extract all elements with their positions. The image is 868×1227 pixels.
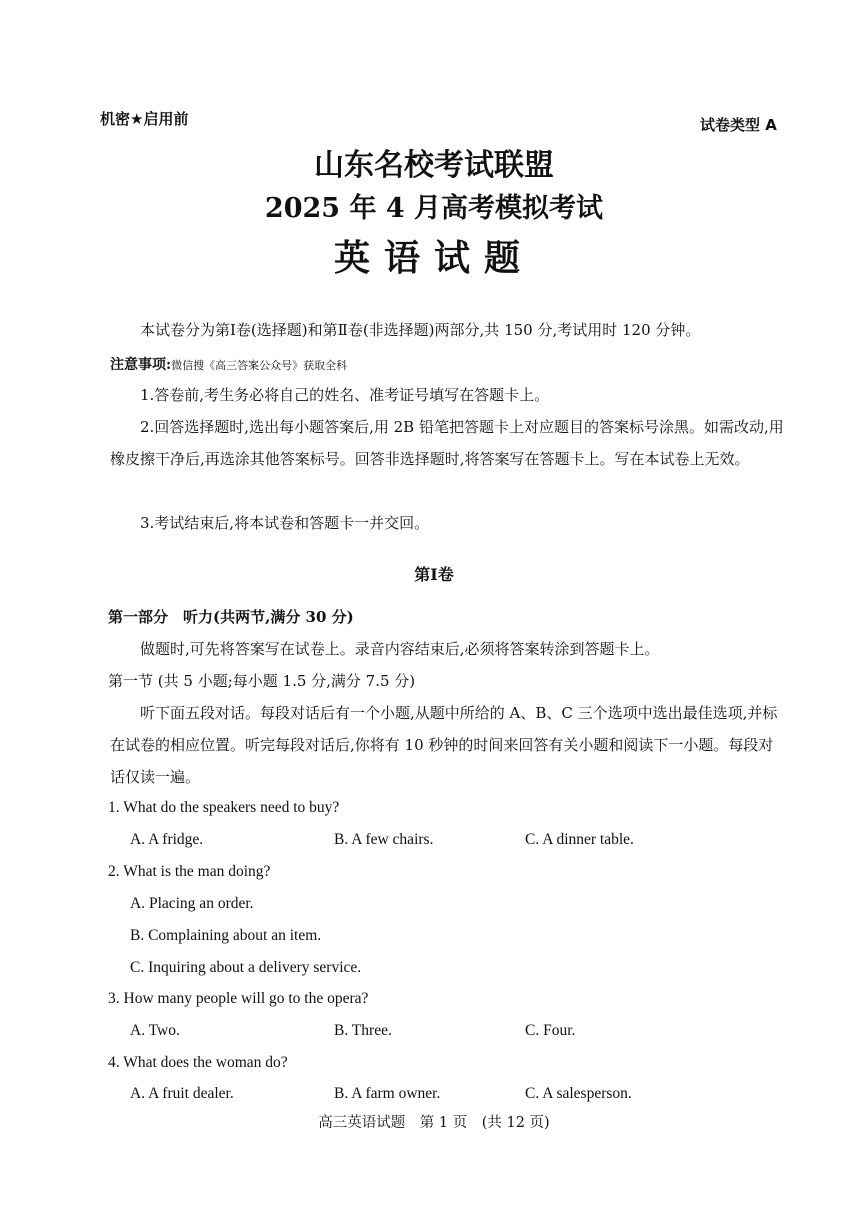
intro-text: 本试卷分为第Ⅰ卷(选择题)和第Ⅱ卷(非选择题)两部分,共 150 分,考试用时 120 分钟。	[140, 321, 701, 339]
notes-heading	[110, 354, 347, 374]
section1-instruction: 听下面五段对话。每段对话后有一个小题,从题中所给的 A、B、C 三个选项中选出最佳选项,并标在试卷的相应位置。听完每段对话后,你将有 10 秒钟的时间来回答有关小题和阅读下一小题。每段对话仅读一遍。	[110, 704, 778, 786]
question-2-option-c: C. Inquiring about a delivery service.	[130, 959, 362, 976]
question-2-stem: 2. What is the man doing?	[108, 863, 271, 880]
question-2-option-a: A. Placing an order.	[130, 895, 254, 912]
question-2-option-b: B. Complaining about an item.	[130, 927, 322, 944]
question-3-option-a: A. Two.	[130, 1022, 180, 1039]
question-4-option-a: A. A fruit dealer.	[130, 1085, 234, 1102]
exam-date-title: 2025 年 4 月高考模拟考试	[264, 193, 604, 224]
question-1-stem: 1. What do the speakers need to buy?	[108, 799, 340, 816]
note-item-2: 2.回答选择题时,选出每小题答案后,用 2B 铅笔把答题卡上对应题目的答案标号涂黑。如需改动,用橡皮擦干净后,再选涂其他答案标号。回答非选择题时,将答案写在答题卡上。写在本试卷上无效。	[110, 418, 784, 468]
section1-title: 第一节 (共 5 小题;每小题 1.5 分,满分 7.5 分)	[108, 672, 416, 690]
page-footer: 高三英语试题 第 1 页 (共 12 页)	[318, 1115, 550, 1131]
subject-title: 英语试题	[333, 237, 534, 279]
question-4-option-b: B. A farm owner.	[334, 1085, 441, 1102]
exam-union-title: 山东名校考试联盟	[314, 148, 554, 183]
question-1-option-a: A. A fridge.	[130, 831, 204, 848]
question-1-option-b: B. A few chairs.	[334, 831, 434, 848]
question-1-option-c: C. A dinner table.	[525, 831, 634, 848]
watermark-text: 微信搜《高三答案公众号》获取全科	[171, 359, 348, 372]
notes-label: 注意事项:	[110, 357, 172, 373]
part1-title: 第一部分 听力(共两节,满分 30 分)	[108, 608, 354, 626]
paper-type-label: 试卷类型 A	[700, 116, 777, 134]
question-3-stem: 3. How many people will go to the opera?	[108, 990, 369, 1007]
question-4-stem: 4. What does the woman do?	[108, 1054, 288, 1071]
question-3-option-c: C. Four.	[525, 1022, 576, 1039]
note-item-1: 1.答卷前,考生务必将自己的姓名、准考证号填写在答题卡上。	[140, 386, 550, 404]
question-3-option-b: B. Three.	[334, 1022, 392, 1039]
confidential-label: 机密★启用前	[100, 110, 189, 128]
volume-heading: 第Ⅰ卷	[414, 565, 454, 584]
part1-instruction: 做题时,可先将答案写在试卷上。录音内容结束后,必须将答案转涂到答题卡上。	[140, 640, 660, 658]
note-item-3: 3.考试结束后,将本试卷和答题卡一并交回。	[140, 514, 430, 532]
question-4-option-c: C. A salesperson.	[525, 1085, 632, 1102]
